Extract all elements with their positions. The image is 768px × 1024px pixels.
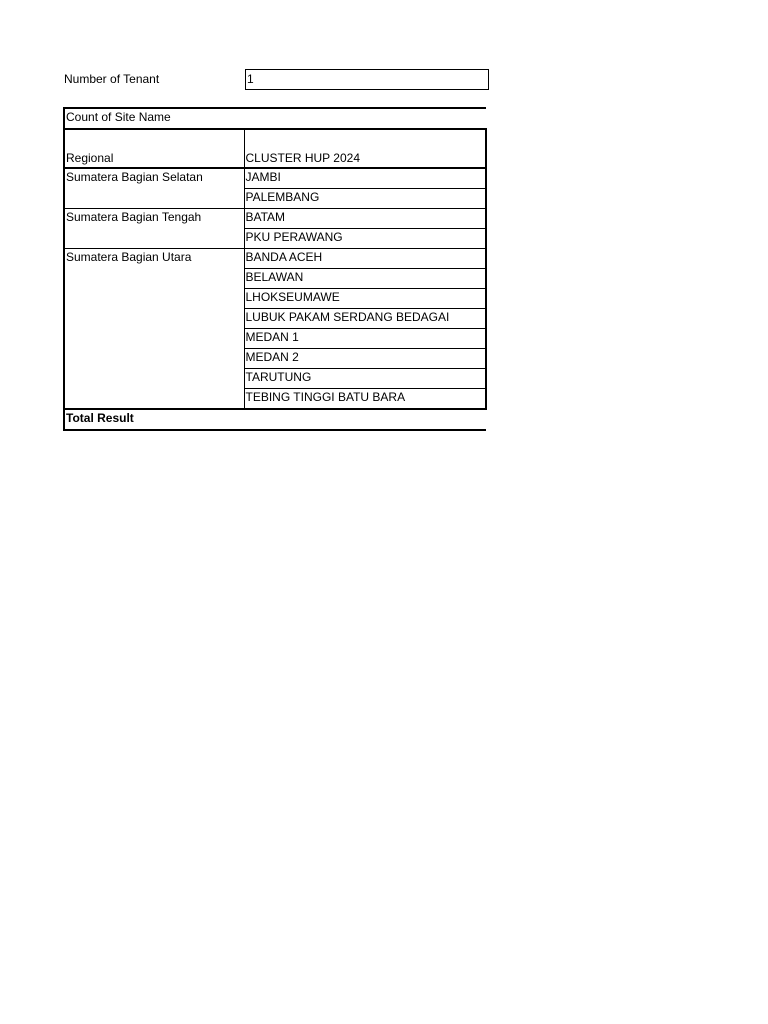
cluster-cell[interactable]: MEDAN 1 — [244, 329, 486, 349]
table-row — [64, 329, 486, 349]
cluster-cell[interactable]: BATAM — [244, 209, 486, 229]
table-row — [64, 269, 486, 289]
cluster-cell[interactable]: TEBING TINGGI BATU BARA — [244, 389, 486, 410]
cluster-cell[interactable]: BELAWAN — [244, 269, 486, 289]
table-row — [64, 349, 486, 369]
filter-value: 1 — [247, 72, 254, 86]
cluster-cell[interactable]: LUBUK PAKAM SERDANG BEDAGAI — [244, 309, 486, 329]
regional-cell[interactable] — [64, 189, 244, 209]
pivot-header-row — [64, 129, 486, 168]
pivot-title: Count of Site Name — [64, 108, 244, 129]
cluster-cell[interactable]: LHOKSEUMAWE — [244, 289, 486, 309]
total-value[interactable] — [244, 409, 486, 430]
table-row — [64, 168, 486, 189]
regional-cell[interactable] — [64, 309, 244, 329]
filter-value-cell[interactable] — [245, 69, 489, 90]
regional-cell[interactable] — [64, 229, 244, 249]
regional-cell[interactable] — [64, 269, 244, 289]
table-row — [64, 389, 486, 410]
table-row — [64, 289, 486, 309]
table-row — [64, 309, 486, 329]
regional-cell[interactable] — [64, 289, 244, 309]
regional-cell[interactable]: Sumatera Bagian Utara — [64, 249, 244, 269]
cluster-cell[interactable]: BANDA ACEH — [244, 249, 486, 269]
pivot-title-empty — [244, 108, 486, 129]
table-row — [64, 249, 486, 269]
pivot-title-row — [64, 108, 486, 129]
regional-cell[interactable]: Sumatera Bagian Selatan — [64, 168, 244, 189]
total-row — [64, 409, 486, 430]
cluster-cell[interactable]: PALEMBANG — [244, 189, 486, 209]
cluster-cell[interactable]: JAMBI — [244, 168, 486, 189]
regional-cell[interactable] — [64, 389, 244, 410]
regional-cell[interactable] — [64, 349, 244, 369]
cluster-cell[interactable]: MEDAN 2 — [244, 349, 486, 369]
pivot-table — [63, 107, 487, 431]
regional-cell[interactable] — [64, 329, 244, 349]
table-row — [64, 229, 486, 249]
total-label[interactable]: Total Result — [64, 409, 244, 430]
regional-cell[interactable]: Sumatera Bagian Tengah — [64, 209, 244, 229]
regional-cell[interactable] — [64, 369, 244, 389]
table-row — [64, 189, 486, 209]
table-row — [64, 369, 486, 389]
header-regional[interactable]: Regional — [64, 129, 244, 168]
cluster-cell[interactable]: PKU PERAWANG — [244, 229, 486, 249]
table-row — [64, 209, 486, 229]
cluster-cell[interactable]: TARUTUNG — [244, 369, 486, 389]
filter-label: Number of Tenant — [64, 72, 160, 86]
page-filter — [63, 69, 489, 90]
header-cluster[interactable]: CLUSTER HUP 2024 — [244, 129, 486, 168]
